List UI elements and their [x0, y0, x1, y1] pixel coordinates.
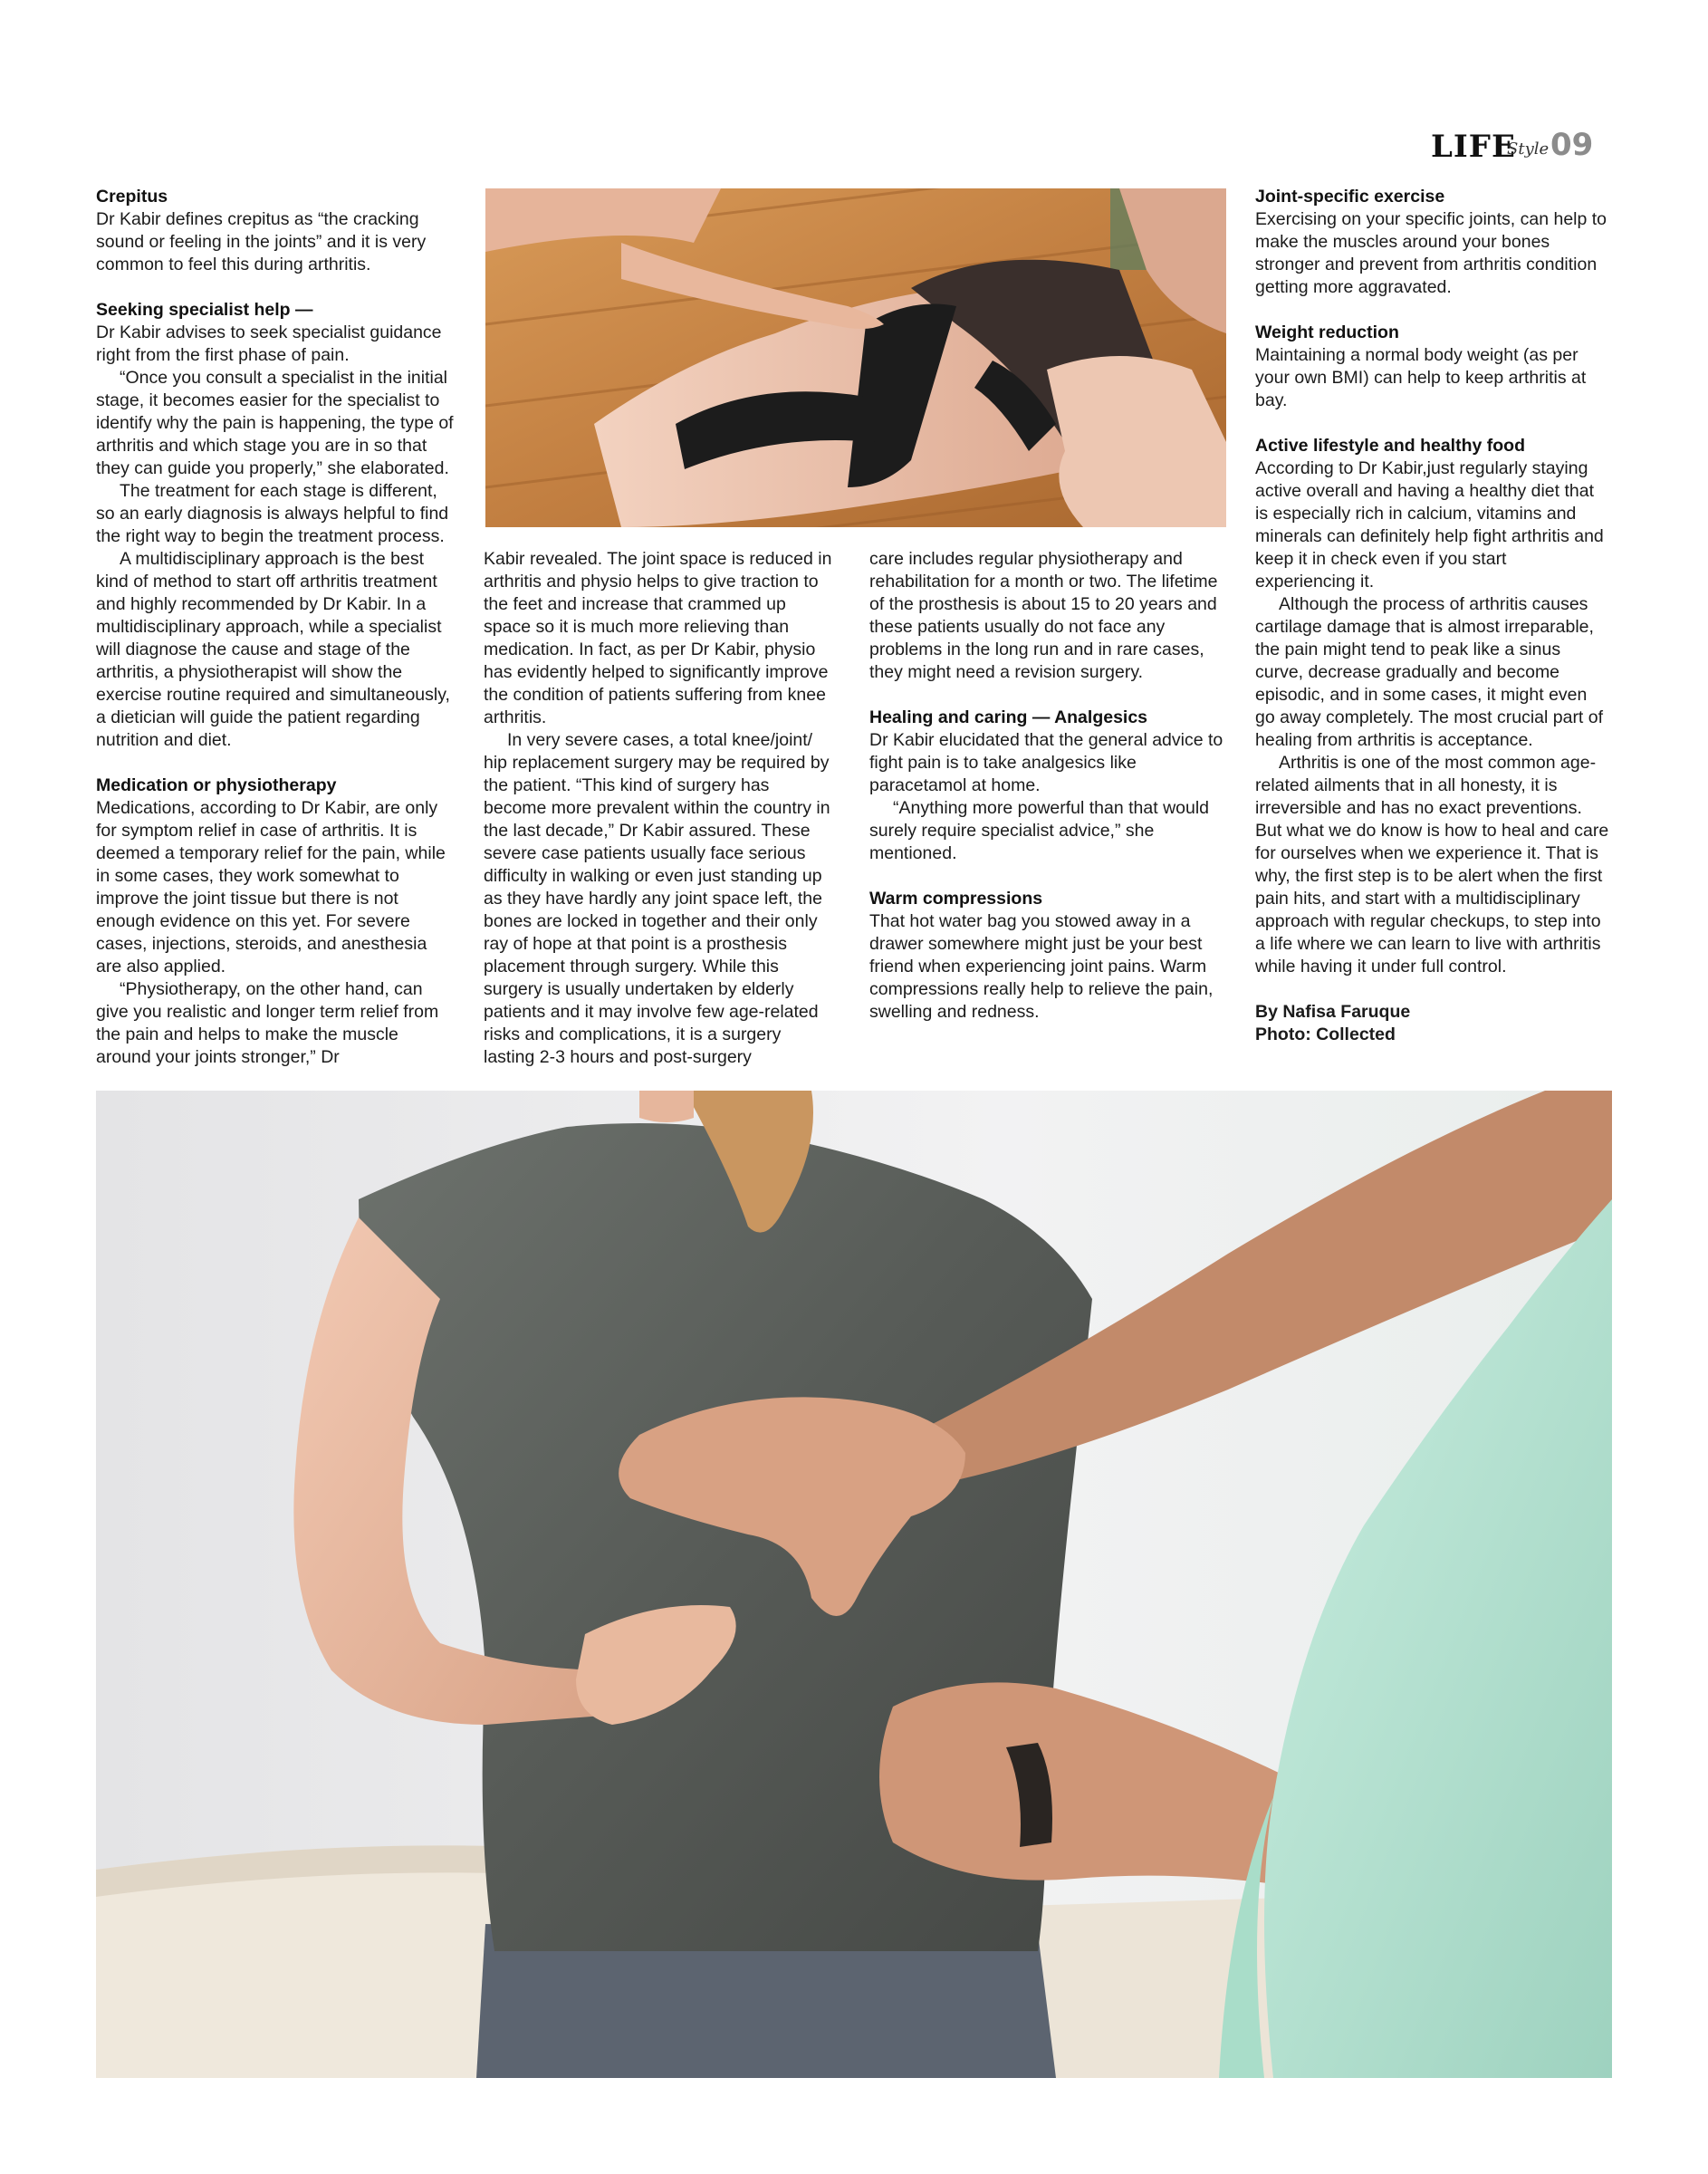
magazine-logo-sub: Style	[1507, 139, 1550, 159]
paragraph: A multidisciplinary approach is the best kind of method to start off arthritis treatment and highly recommended by Dr Kabir. In a multidisciplinary approach, while a specialist will diagnose the cause and stage of the arthritis, a physiotherapist will show the exercise routine required and simultaneously, a dietician will guide the patient regarding nutrition and diet.	[96, 549, 450, 750]
byline: By Nafisa Faruque	[1255, 1002, 1411, 1022]
paragraph: Although the process of arthritis causes cartilage damage that is almost irreparable, the pain might tend to peak like a sinus curve, decrease gradually and become episodic, and in some cases, it might even go away completely. The most crucial part of healing from arthritis is acceptance.	[1255, 594, 1604, 750]
photo-credit: Photo: Collected	[1255, 1024, 1396, 1044]
magazine-logo: LIFE	[1431, 129, 1516, 165]
article-column-1	[96, 186, 455, 1069]
article-column-3	[869, 548, 1225, 1024]
paragraph: “Physiotherapy, on the other hand, can give you realistic and longer term relief from the pain and helps to make the muscle around your joints stronger,” Dr	[96, 979, 439, 1067]
paragraph: That hot water bag you stowed away in a drawer somewhere might just be your best friend when experiencing joint pains. Warm compressions really help to relieve the pain, swelling and redness.	[869, 911, 1214, 1022]
paragraph: “Anything more powerful than that would surely require specialist advice,” she mentioned.	[869, 798, 1210, 863]
paragraph: care includes regular physiotherapy and rehabilitation for a month or two. The lifetime of the prosthesis is about 15 to 20 years and these patients usually do not face any problems in the long run and in rare cases, they might need a revision surgery.	[869, 549, 1218, 682]
paragraph: In very severe cases, a total knee/joint/ hip replacement surgery may be required by the patient. “This kind of surgery has become more prevalent within the country in the last decade,” Dr Kabir assured. These severe case patients usually face serious difficulty in walking or even just standing up as they have hardly any joint space left, the bones are locked in together and their only ray of hope at that point is a prosthesis placement through surgery. While this surgery is usually undertaken by elderly patients and it may involve few age-related risks and complications, it is a surgery lasting 2-3 hours and post-surgery	[484, 730, 830, 1067]
paragraph: Maintaining a normal body weight (as per your own BMI) can help to keep arthritis at bay.	[1255, 345, 1587, 410]
paragraph: Exercising on your specific joints, can help to make the muscles around your bones stronger and prevent from arthritis condition getting more aggravated.	[1255, 209, 1607, 297]
article-column-4	[1255, 186, 1610, 1046]
back-examination-physiotherapy-photo	[96, 1091, 1612, 2078]
heading-crepitus: Crepitus	[96, 187, 168, 207]
heading-joint-exercise: Joint-specific exercise	[1255, 187, 1445, 207]
paragraph: Medications, according to Dr Kabir, are only for symptom relief in case of arthritis. It is deemed a temporary relief for the pain, while in some cases, they work somewhat to improve the joint tissue but there is not enough evidence on this yet. For severe cases, injections, steroids, and anesthesia are also applied.	[96, 798, 446, 976]
heading-warm-compressions: Warm compressions	[869, 889, 1043, 909]
paragraph: Dr Kabir advises to seek specialist guidance right from the first phase of pain.	[96, 322, 442, 365]
knee-kinesio-taping-photo	[485, 188, 1226, 527]
paragraph: Dr Kabir defines crepitus as “the cracking sound or feeling in the joints” and it is very common to feel this during arthritis.	[96, 209, 427, 274]
heading-specialist-help: Seeking specialist help —	[96, 300, 313, 320]
article-column-2	[484, 548, 837, 1069]
page-number: 09	[1550, 127, 1594, 163]
paragraph: Arthritis is one of the most common age-related ailments that in all honesty, it is irreversible and has no exact preventions. But what we do know is how to heal and care for ourselves when we experience it. That is why, the first step is to be alert when the first pain hits, and start with a multidisciplinary approach with regular checkups, to step into a life where we can learn to live with arthritis while having it under full control.	[1255, 753, 1609, 976]
heading-healing: Healing and caring — Analgesics	[869, 707, 1148, 727]
heading-active-lifestyle: Active lifestyle and healthy food	[1255, 436, 1525, 456]
paragraph: Dr Kabir elucidated that the general advice to fight pain is to take analgesics like paracetamol at home.	[869, 730, 1223, 795]
paragraph: Kabir revealed. The joint space is reduced in arthritis and physio helps to give traction to the feet and increase that crammed up space so it is much more relieving than medication. In fact, as per Dr Kabir, physio has evidently helped to significantly improve the condition of patients suffering from knee arthritis.	[484, 549, 832, 727]
heading-weight-reduction: Weight reduction	[1255, 322, 1399, 342]
paragraph: The treatment for each stage is different, so an early diagnosis is always helpful to find the right way to begin the treatment process.	[96, 481, 449, 546]
heading-medication: Medication or physiotherapy	[96, 775, 337, 795]
paragraph: “Once you consult a specialist in the initial stage, it becomes easier for the specialist to identify why the pain is happening, the type of arthritis and which stage you are in so that they can guide you properly,” she elaborated.	[96, 368, 454, 478]
paragraph: According to Dr Kabir,just regularly staying active overall and having a healthy diet that is especially rich in calcium, vitamins and minerals can definitely help fight arthritis and keep it in check even if you start experiencing it.	[1255, 458, 1604, 592]
page-header	[1431, 123, 1594, 172]
